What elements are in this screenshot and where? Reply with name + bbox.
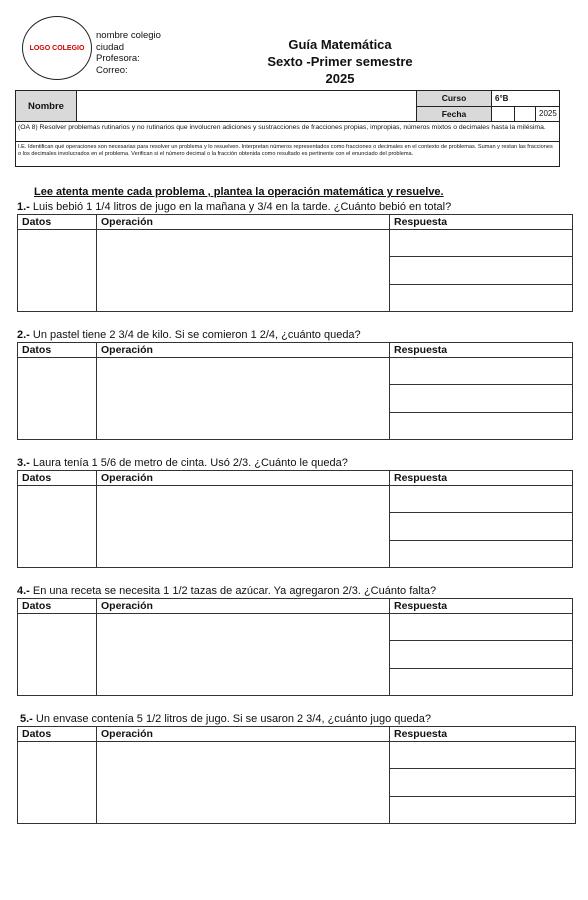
datos-column: [18, 599, 97, 695]
operacion-area[interactable]: [97, 230, 389, 311]
title-line-3: 2025: [325, 71, 355, 86]
problem-statement: [17, 456, 573, 470]
problem-statement: [17, 200, 573, 214]
respuesta-line[interactable]: [390, 769, 575, 796]
operacion-area[interactable]: [97, 614, 389, 695]
respuesta-line[interactable]: [390, 513, 572, 540]
respuesta-line[interactable]: [390, 230, 572, 257]
instructions: Lee atenta mente cada problema , plantea la operación matemática y resuelve.: [34, 186, 444, 198]
datos-header: Datos: [18, 343, 96, 358]
answer-table: [17, 726, 576, 824]
problem-text: Un envase contenía 5 1/2 litros de jugo. Si se usaron 2 3/4, ¿cuánto jugo queda?: [35, 713, 431, 725]
datos-area[interactable]: [18, 614, 96, 695]
respuesta-line[interactable]: [390, 358, 572, 385]
datos-area[interactable]: [18, 358, 96, 439]
problem-statement: [20, 712, 576, 726]
date-year: 2025: [539, 109, 557, 119]
datos-header: Datos: [18, 471, 96, 486]
answer-table: [17, 342, 573, 440]
problem-text: En una receta se necesita 1 1/2 tazas de azúcar. Ya agregaron 2/3. ¿Cuánto falta?: [32, 585, 437, 597]
datos-column: [18, 215, 97, 311]
date-month-field[interactable]: [515, 107, 536, 122]
operacion-column: [97, 471, 390, 567]
problem-statement: [17, 328, 573, 342]
problem-3: [17, 456, 573, 568]
learning-objective: (OA 8) Resolver problemas rutinarios y no rutinarios que involucren adiciones y sustracciones de fracciones propias, impropias, números mixtos o decimales hasta la milésima.: [16, 122, 559, 142]
operacion-column: [97, 343, 390, 439]
respuesta-line[interactable]: [390, 385, 572, 412]
course-value: 6°B: [495, 93, 509, 103]
problem-4: [17, 584, 573, 696]
respuesta-header: Respuesta: [390, 343, 572, 358]
problem-text: Laura tenía 1 5/6 de metro de cinta. Usó 2/3. ¿Cuánto le queda?: [32, 457, 348, 469]
operacion-area[interactable]: [97, 358, 389, 439]
logo-text: LOGO COLEGIO: [29, 44, 85, 52]
school-name: nombre colegio: [96, 30, 161, 41]
problem-2: [17, 328, 573, 440]
problem-number: 4.-: [17, 585, 30, 597]
respuesta-line[interactable]: [390, 285, 572, 311]
teacher-label: Profesora:: [96, 53, 140, 64]
respuesta-line[interactable]: [390, 486, 572, 513]
page-title: [240, 36, 440, 87]
operacion-header: Operación: [97, 343, 389, 358]
school-info: [96, 30, 161, 76]
datos-column: [18, 471, 97, 567]
date-day-field[interactable]: [492, 107, 515, 122]
respuesta-line[interactable]: [390, 413, 572, 439]
operacion-area[interactable]: [97, 742, 389, 823]
respuesta-line[interactable]: [390, 669, 572, 695]
respuesta-column: [390, 343, 572, 439]
respuesta-line[interactable]: [390, 541, 572, 567]
datos-column: [18, 727, 97, 823]
datos-column: [18, 343, 97, 439]
operacion-area[interactable]: [97, 486, 389, 567]
respuesta-line[interactable]: [390, 641, 572, 668]
datos-header: Datos: [18, 727, 96, 742]
answer-table: [17, 470, 573, 568]
respuesta-line[interactable]: [390, 257, 572, 284]
operacion-column: [97, 599, 390, 695]
problem-1: [17, 200, 573, 312]
respuesta-header: Respuesta: [390, 471, 572, 486]
school-logo: [22, 16, 92, 80]
datos-area[interactable]: [18, 230, 96, 311]
respuesta-line[interactable]: [390, 614, 572, 641]
operacion-column: [97, 215, 390, 311]
respuesta-header: Respuesta: [390, 599, 572, 614]
datos-area[interactable]: [18, 742, 96, 823]
title-line-2: Sexto -Primer semestre: [267, 54, 413, 69]
problem-statement: [17, 584, 573, 598]
respuesta-header: Respuesta: [390, 727, 575, 742]
school-city: ciudad: [96, 41, 124, 53]
date-label: Fecha: [417, 107, 492, 122]
student-info-box: [15, 90, 560, 167]
operacion-column: [97, 727, 390, 823]
datos-header: Datos: [18, 599, 96, 614]
name-label: Nombre: [16, 91, 77, 121]
problem-text: Luis bebió 1 1/4 litros de jugo en la mañana y 3/4 en la tarde. ¿Cuánto bebió en total?: [32, 201, 452, 213]
course-label: Curso: [417, 91, 492, 106]
respuesta-column: [390, 471, 572, 567]
problem-number: 2.-: [17, 329, 30, 341]
respuesta-column: [390, 727, 575, 823]
datos-area[interactable]: [18, 486, 96, 567]
answer-table: [17, 598, 573, 696]
operacion-header: Operación: [97, 599, 389, 614]
evaluation-indicators: I.E. Identifican qué operaciones son necesarias para resolver un problema y lo resuelven. Interpretan números representados como fracciones o decimales en el contexto de problemas. Suman y restan las fracciones o los decimales involucrados en el problema. Verifican si el número decimal o la fracción obtenida como resultado es pertinente con el enunciado del problema.: [18, 144, 553, 157]
problem-text: Un pastel tiene 2 3/4 de kilo. Si se comieron 1 2/4, ¿cuánto queda?: [32, 329, 361, 341]
operacion-header: Operación: [97, 215, 389, 230]
title-line-1: Guía Matemática: [288, 37, 392, 52]
problem-5: [20, 712, 576, 824]
email-label: Correo:: [96, 64, 128, 76]
problem-number: 3.-: [17, 457, 30, 469]
operacion-header: Operación: [97, 727, 389, 742]
respuesta-header: Respuesta: [390, 215, 572, 230]
respuesta-column: [390, 599, 572, 695]
operacion-header: Operación: [97, 471, 389, 486]
respuesta-column: [390, 215, 572, 311]
respuesta-line[interactable]: [390, 742, 575, 769]
name-field[interactable]: [77, 91, 417, 121]
respuesta-line[interactable]: [390, 797, 575, 823]
problem-number: 5.-: [20, 713, 33, 725]
problem-number: 1.-: [17, 201, 30, 213]
answer-table: [17, 214, 573, 312]
datos-header: Datos: [18, 215, 96, 230]
